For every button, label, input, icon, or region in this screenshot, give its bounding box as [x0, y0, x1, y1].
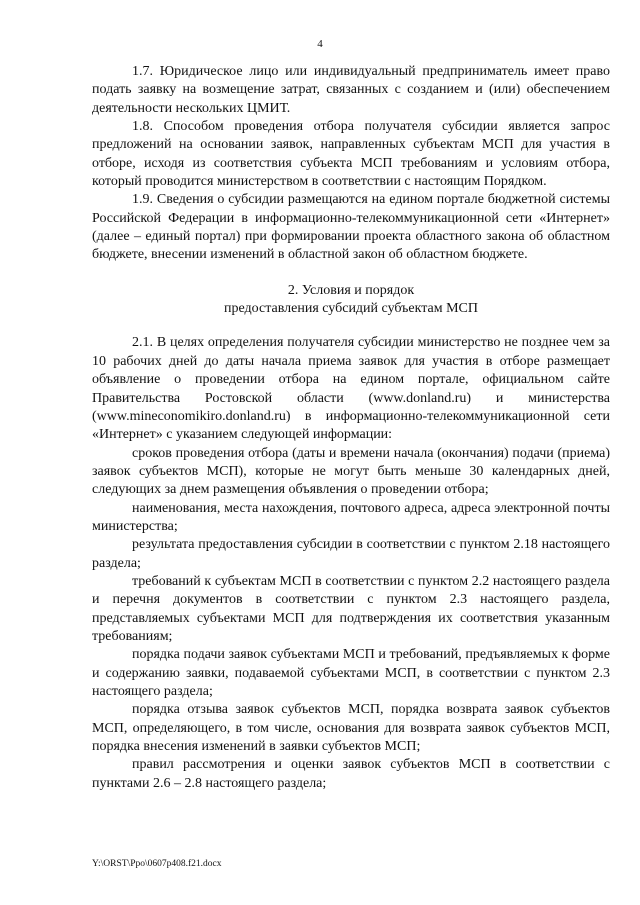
section-heading: [92, 282, 610, 319]
paragraph-2-1: 2.1. В целях определения получателя субсидии министерство не позднее чем за 10 рабочих дней до даты начала приема заявок для участия в отборе размещает объявление о проведении отбора на едином портале, официальном сайте Правительства Ростовской области (www.donland.ru) и министерства (www.mineconomikiro.donland.ru) в информационно-телекоммуникационной сети «Интернет» с указанием следующей информации:: [92, 335, 610, 443]
paragraph-1-9: 1.9. Сведения о субсидии размещаются на едином портале бюджетной системы Российской Федерации в информационно-телекоммуникационной сети «Интернет» (далее – единый портал) при формировании проекта областного закона об областном бюджете, внесении изменений в областной закон об областном бюджете.: [92, 192, 610, 263]
list-item-submission-procedure: порядка подачи заявок субъектами МСП и требований, предъявляемых к форме и содержанию заявки, подаваемой субъектами МСП, в соответствии с пунктом 2.3 настоящего раздела;: [92, 647, 610, 699]
list-item-deadlines: сроков проведения отбора (даты и времени начала (окончания) подачи (приема) заявок субъектов МСП), которые не могут быть меньше 30 календарных дней, следующих за днем размещения объявления о проведении отбора;: [92, 445, 610, 498]
list-item-result: результата предоставления субсидии в соответствии с пунктом 2.18 настоящего раздела;: [92, 537, 610, 571]
footer-file-path: Y:\ORST\Ppo\0607p408.f21.docx: [92, 859, 222, 869]
list-item-withdrawal-procedure: порядка отзыва заявок субъектов МСП, порядка возврата заявок субъектов МСП, определяющего, в том числе, основания для возврата заявок субъектов МСП, порядка внесения изменений в заявки субъектов МСП;: [92, 702, 610, 755]
list-item-ministry-address: наименования, места нахождения, почтового адреса, адреса электронной почты министерства;: [92, 500, 610, 534]
document-body: [92, 63, 610, 793]
list-item-evaluation-rules: правил рассмотрения и оценки заявок субъектов МСП в соответствии с пунктами 2.6 – 2.8 настоящего раздела;: [92, 757, 610, 791]
paragraph-1-8: 1.8. Способом проведения отбора получателя субсидии является запрос предложений на основании заявок, направленных субъектам МСП для участия в отборе, исходя из соответствия субъекта МСП требованиям и условиям отбора, который проводится министерством в соответствии с настоящим Порядком.: [92, 119, 610, 190]
paragraph-1-7: 1.7. Юридическое лицо или индивидуальный предприниматель имеет право подать заявку на возмещение затрат, связанных с созданием и (или) обеспечением деятельности нескольких ЦМИТ.: [92, 64, 610, 116]
section-heading-line-1: 2. Условия и порядок: [287, 282, 415, 298]
list-item-requirements: требований к субъектам МСП в соответствии с пунктом 2.2 настоящего раздела и перечня документов в соответствии с пунктом 2.3 настоящего раздела, представляемых субъектами МСП для подтверждения их соответствия указанным требованиям;: [92, 573, 610, 644]
page-number: 4: [317, 38, 323, 50]
section-heading-line-2: предоставления субсидий субъектам МСП: [224, 301, 478, 317]
